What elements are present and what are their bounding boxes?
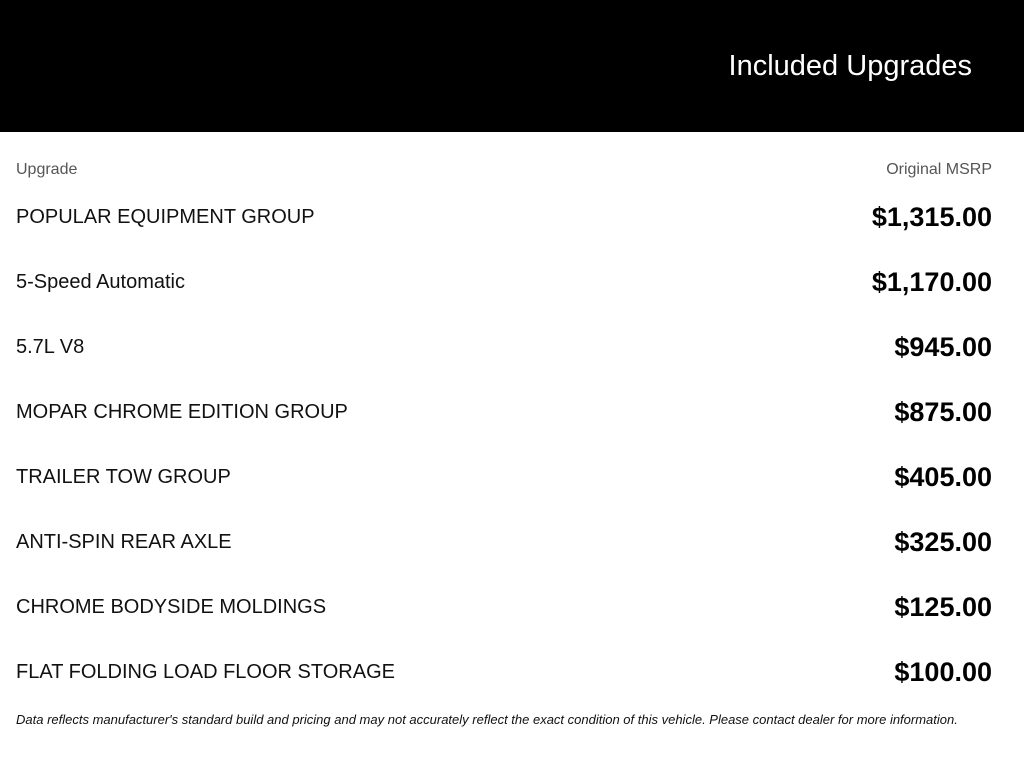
- column-headers: [16, 159, 992, 181]
- upgrade-name: TRAILER TOW GROUP: [16, 466, 231, 488]
- upgrade-price: $1,170.00: [871, 267, 992, 297]
- upgrade-row: [16, 390, 992, 455]
- upgrade-row: [16, 195, 992, 260]
- upgrade-row: [16, 650, 992, 715]
- upgrade-name: ANTI-SPIN REAR AXLE: [16, 531, 232, 553]
- upgrade-price: $875.00: [894, 397, 992, 427]
- upgrade-row: [16, 260, 992, 325]
- upgrade-price: $405.00: [894, 462, 992, 492]
- upgrade-price: $325.00: [894, 527, 992, 557]
- upgrade-row: [16, 455, 992, 520]
- column-header-msrp: Original MSRP: [886, 161, 992, 178]
- upgrade-row: [16, 520, 992, 585]
- upgrade-price: $1,315.00: [871, 202, 992, 232]
- upgrade-price: $125.00: [894, 592, 992, 622]
- upgrade-price: $100.00: [894, 657, 992, 687]
- upgrade-row: [16, 585, 992, 650]
- column-header-upgrade: Upgrade: [16, 161, 78, 178]
- upgrade-name: CHROME BODYSIDE MOLDINGS: [16, 596, 327, 618]
- header-banner: [0, 0, 1024, 132]
- upgrade-name: FLAT FOLDING LOAD FLOOR STORAGE: [16, 661, 395, 683]
- upgrade-row: [16, 325, 992, 390]
- page-title: Included Upgrades: [728, 50, 972, 82]
- upgrade-price: $945.00: [894, 332, 992, 362]
- upgrade-list: [16, 195, 992, 715]
- upgrade-name: 5-Speed Automatic: [16, 271, 185, 293]
- upgrade-name: POPULAR EQUIPMENT GROUP: [16, 206, 315, 228]
- upgrade-name: 5.7L V8: [16, 336, 85, 358]
- upgrade-name: MOPAR CHROME EDITION GROUP: [16, 401, 348, 423]
- disclaimer-text: Data reflects manufacturer's standard build and pricing and may not accurately reflect the exact condition of this vehicle. Please contact dealer for more information.: [16, 712, 958, 727]
